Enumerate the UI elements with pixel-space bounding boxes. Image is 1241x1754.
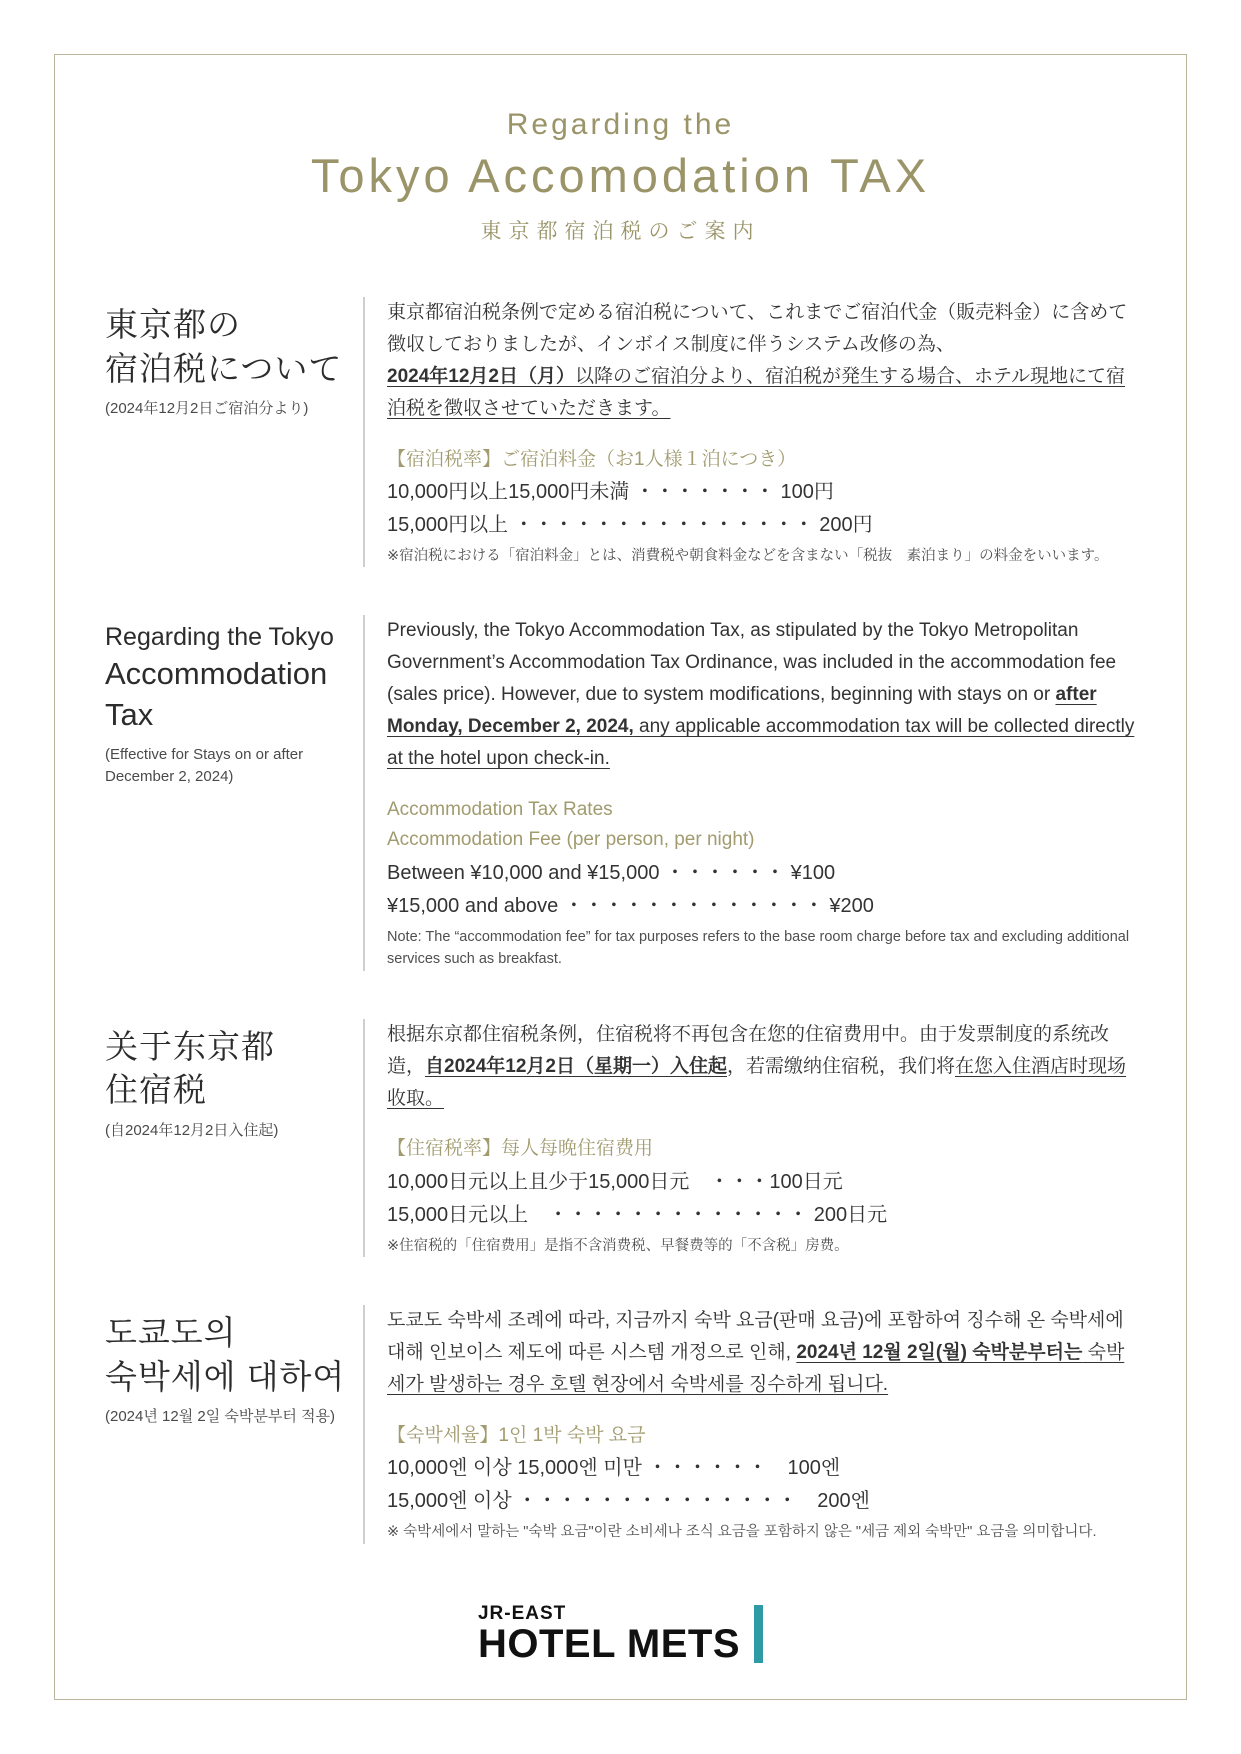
heading-line: 宿泊税について bbox=[105, 349, 343, 387]
heading-line: 关于东京都 bbox=[105, 1027, 275, 1065]
rate-line: 15,000日元以上 ・・・・・・・・・・・・・ 200日元 bbox=[387, 1203, 888, 1226]
section-korean-body-column bbox=[363, 1305, 1136, 1544]
section-japanese-subheading: (2024年12月2日ご宿泊分より) bbox=[105, 400, 309, 418]
rate-line: 15,000엔 이상 ・・・・・・・・・・・・・・ 200엔 bbox=[387, 1490, 870, 1513]
section-korean-body bbox=[387, 1305, 1136, 1401]
section-english-subheading: (Effective for Stays on or after December 2, 2024) bbox=[105, 746, 304, 786]
rate-title: 【숙박세율】1인 1박 숙박 요금 bbox=[387, 1425, 646, 1447]
body-text-underlined: 숙박세가 발생하는 경우 호텔 현장에서 숙박세를 징수하게 됩니다. bbox=[387, 1342, 1125, 1396]
heading-line: Regarding the Tokyo bbox=[105, 623, 334, 652]
body-text: Previously, the Tokyo Accommodation Tax, as stipulated by the Tokyo Metropolitan Government’s Accommodation Tax Ordinance, was included in the accommodation fee (sales price). However, due to system modifications, beginning with stays on or bbox=[387, 620, 1117, 706]
heading-line: 東京都の bbox=[105, 306, 241, 343]
section-japanese-body bbox=[387, 297, 1136, 425]
rate-note: ※住宿税的「住宿费用」是指不含消费税、早餐费等的「不含税」房费。 bbox=[387, 1237, 849, 1254]
section-chinese-heading-column bbox=[105, 1019, 363, 1258]
section-english-body-column bbox=[363, 615, 1136, 970]
section-korean-heading-column bbox=[105, 1305, 363, 1544]
rate-line: Between ¥10,000 and ¥15,000 ・・・・・・ ¥100 bbox=[387, 861, 836, 884]
hotel-mets-logo bbox=[478, 1604, 740, 1665]
body-text: 東京都宿泊税条例で定める宿泊税について、これまでご宿泊代金（販売料金）に含めて徴収しておりましたが、インボイス制度に伴うシステム改修の為、 bbox=[387, 302, 1128, 355]
section-chinese-heading bbox=[105, 1025, 363, 1112]
rate-title: Accommodation Fee (per person, per night) bbox=[387, 829, 755, 851]
brand-jr-east: JR-EAST bbox=[477, 1602, 567, 1624]
heading-line: 도쿄도의 bbox=[105, 1314, 237, 1352]
rate-title: 【宿泊税率】ご宿泊料金（お1人様１泊につき） bbox=[387, 448, 797, 470]
section-english bbox=[105, 615, 1136, 970]
heading-line: 住宿税 bbox=[105, 1071, 207, 1109]
body-text-emphasized: 2024년 12월 2일(월) 숙박분부터는 bbox=[796, 1342, 1083, 1364]
section-korean-subheading: (2024년 12월 2일 숙박분부터 적용) bbox=[105, 1408, 335, 1426]
body-text-emphasized: 2024年12月2日（月） bbox=[387, 365, 575, 387]
rate-line: 10,000円以上15,000円未満 ・・・・・・・ 100円 bbox=[387, 481, 834, 504]
document-title bbox=[105, 108, 1136, 245]
body-text-emphasized: after Monday, December 2, 2024, bbox=[387, 684, 1097, 738]
section-chinese-body bbox=[387, 1019, 1136, 1115]
body-text: 根据东京都住宿税条例，住宿税将不再包含在您的住宿费用中。由于发票制度的系统改造， bbox=[387, 1023, 1110, 1077]
section-korean-heading bbox=[105, 1311, 363, 1398]
rate-note: Note: The “accommodation fee” for tax purposes refers to the base room charge before tax and excluding additional services such as breakfast. bbox=[387, 928, 1130, 968]
rate-title: 【住宿税率】每人每晚住宿费用 bbox=[387, 1138, 654, 1160]
logo-teal-bar bbox=[754, 1605, 763, 1663]
section-japanese-body-column bbox=[363, 297, 1136, 567]
rate-title: Accommodation Tax Rates bbox=[387, 799, 613, 821]
rate-line: 10,000日元以上且少于15,000日元 ・・・100日元 bbox=[387, 1170, 843, 1193]
body-text-underlined: 在您入住酒店时现场收取。 bbox=[387, 1055, 1127, 1109]
rate-line: ¥15,000 and above ・・・・・・・・・・・・・ ¥200 bbox=[387, 894, 874, 917]
body-text-underlined: 以降のご宿泊分より、宿泊税が発生する場合、ホテル現地にて宿泊税を徴収させていただきます。 bbox=[387, 365, 1126, 419]
rate-line: 15,000円以上 ・・・・・・・・・・・・・・・ 200円 bbox=[387, 514, 873, 537]
brand-hotel-mets: HOTEL METS bbox=[477, 1621, 741, 1666]
section-english-heading bbox=[105, 621, 363, 736]
section-chinese bbox=[105, 1019, 1136, 1258]
section-english-heading-column bbox=[105, 615, 363, 970]
title-line-1: Regarding the bbox=[506, 108, 735, 141]
rate-note: ※ 숙박세에서 말하는 "숙박 요금"이란 소비세나 조식 요금을 포함하지 않은 "세금 제외 숙박만" 요금을 의미합니다. bbox=[387, 1524, 1097, 1541]
heading-line: Accommodation bbox=[105, 656, 328, 692]
section-japanese-heading-column bbox=[105, 297, 363, 567]
title-line-3-japanese: 東京都宿泊税のご案内 bbox=[480, 220, 761, 243]
section-chinese-body-column bbox=[363, 1019, 1136, 1258]
section-chinese-subheading: (自2024年12月2日入住起) bbox=[105, 1121, 279, 1139]
title-line-2: Tokyo Accomodation TAX bbox=[310, 149, 931, 202]
heading-line: Tax bbox=[105, 697, 154, 733]
body-text-emphasized: 自2024年12月2日（星期一）入住起 bbox=[425, 1055, 727, 1077]
rate-note: ※宿泊税における「宿泊料金」とは、消費税や朝食料金などを含まない「税抜 素泊まり」の料金をいいます。 bbox=[387, 548, 1109, 565]
section-japanese-heading bbox=[105, 303, 363, 390]
rate-line: 10,000엔 이상 15,000엔 미만 ・・・・・・ 100엔 bbox=[387, 1457, 841, 1480]
body-text: 도쿄도 숙박세 조례에 따라, 지금까지 숙박 요금(판매 요금)에 포함하여 징수해 온 숙박세에 대해 인보이스 제도에 따른 시스템 개정으로 인해, bbox=[387, 1310, 1124, 1364]
body-text: ，若需缴纳住宿税，我们将 bbox=[727, 1055, 956, 1077]
section-korean bbox=[105, 1305, 1136, 1544]
section-japanese bbox=[105, 297, 1136, 567]
body-text-underlined: any applicable accommodation tax will be collected directly at the hotel upon check-in. bbox=[387, 716, 1135, 770]
footer bbox=[105, 1604, 1136, 1665]
section-english-body bbox=[387, 615, 1136, 775]
heading-line: 숙박세에 대하여 bbox=[105, 1357, 346, 1395]
